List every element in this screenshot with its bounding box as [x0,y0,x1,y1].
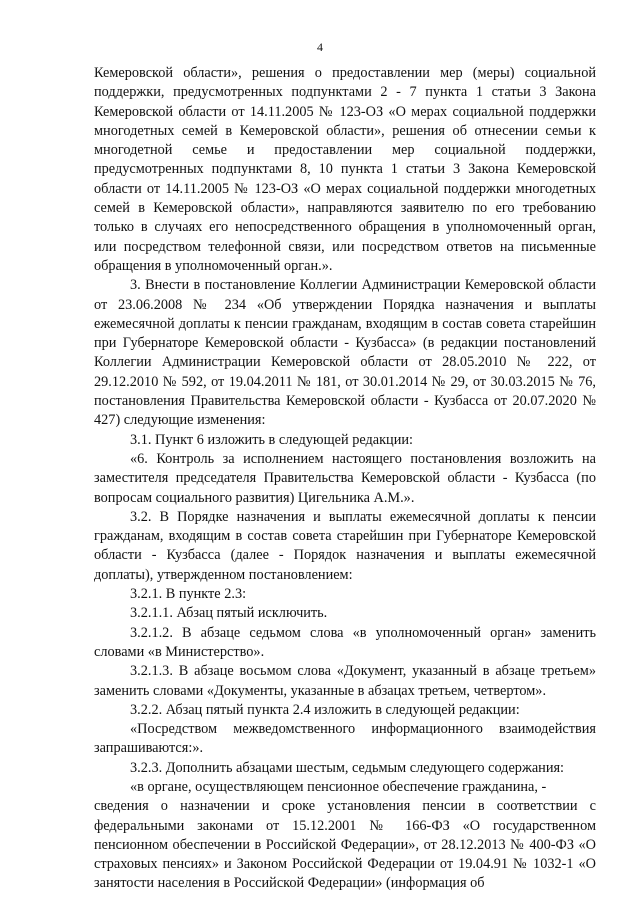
paragraph: 3.2.1. В пункте 2.3: [130,586,247,603]
paragraph: 3.2.3. Дополнить абзацами шестым, седьмым следующего содержания: [130,759,565,776]
paragraph: 3. Внести в постановление Коллегии Администрации Кемеровской области от 23.06.2008 № 234 «Об утверждении Порядка назначения и выплаты ежемесячной доплаты к пенсии гражданам, входящим в состав совета старейшин при Губернаторе Кемеровской области - Кузбасса» (в редакции постановлений Коллегии Администрации Кемеровской области от 28.05.2010 № 222, от 29.12.2010 № 592, от 19.04.2011 № 181, от 30.01.2014 № 29, от 30.03.2015 № 76, постановления Правительства Кемеровской области - Кузбасса от 20.07.2020 № 427) следующие изменения: [94,277,596,429]
page-number: 4 [317,40,323,54]
paragraph: «Посредством межведомственного информационного взаимодействия запрашиваются:». [94,721,596,757]
paragraph: 3.2.1.3. В абзаце восьмом слова «Документ, указанный в абзаце третьем» заменить словами «Документы, указанные в абзацах третьем, четвертом». [94,663,596,699]
document-body [94,64,596,894]
paragraph: 3.2.1.1. Абзац пятый исключить. [130,605,328,622]
paragraph: 3.2.2. Абзац пятый пункта 2.4 изложить в следующей редакции: [130,701,520,718]
paragraph: «6. Контроль за исполнением настоящего постановления возложить на заместителя председателя Правительства Кемеровской области - Кузбасса (по вопросам социального развития) Цигельника А.М.». [94,450,596,506]
paragraph: Кемеровской области», решения о предоставлении мер (меры) социальной поддержки, предусмотренных подпунктами 2 - 7 пункта 1 статьи 3 Закона Кемеровской области от 14.11.2005 № 123-ОЗ «О мерах социальной поддержки многодетных семей в Кемеровской области», решения об отнесении семьи к многодетной семье и предоставлении мер социальной поддержки, предусмотренных подпунктами 8, 10 пункта 1 статьи 3 Закона Кемеровской области от 14.11.2005 № 123-ОЗ «О мерах социальной поддержки многодетных семей в Кемеровской области», направляются заявителю по его требованию только в случаях его непосредственного обращения в уполномоченный орган, или посредством телефонной связи, или посредством ответов на письменные обращения в уполномоченный орган.». [94,65,596,274]
paragraph: сведения о назначении и сроке установления пенсии в соответствии с федеральными законами от 15.12.2001 № 166-ФЗ «О государственном пенсионном обеспечении в Российской Федерации», от 28.12.2013 № 400-ФЗ «О страховых пенсиях» и Законом Российской Федерации от 19.04.91 № 1032-1 «О занятости населения в Российской Федерации» (информация об [94,798,596,892]
paragraph: 3.2.1.2. В абзаце седьмом слова «в уполномоченный орган» заменить словами «в Министерство». [94,624,596,660]
paragraph: 3.1. Пункт 6 изложить в следующей редакции: [130,431,413,448]
paragraph: 3.2. В Порядке назначения и выплаты ежемесячной доплаты к пенсии гражданам, входящим в состав совета старейшин при Губернаторе Кемеровской области - Кузбасса (далее - Порядок назначения и выплаты ежемесячной доплаты), утвержденном постановлением: [94,508,596,583]
paragraph: «в органе, осуществляющем пенсионное обеспечение гражданина, - [130,778,547,795]
